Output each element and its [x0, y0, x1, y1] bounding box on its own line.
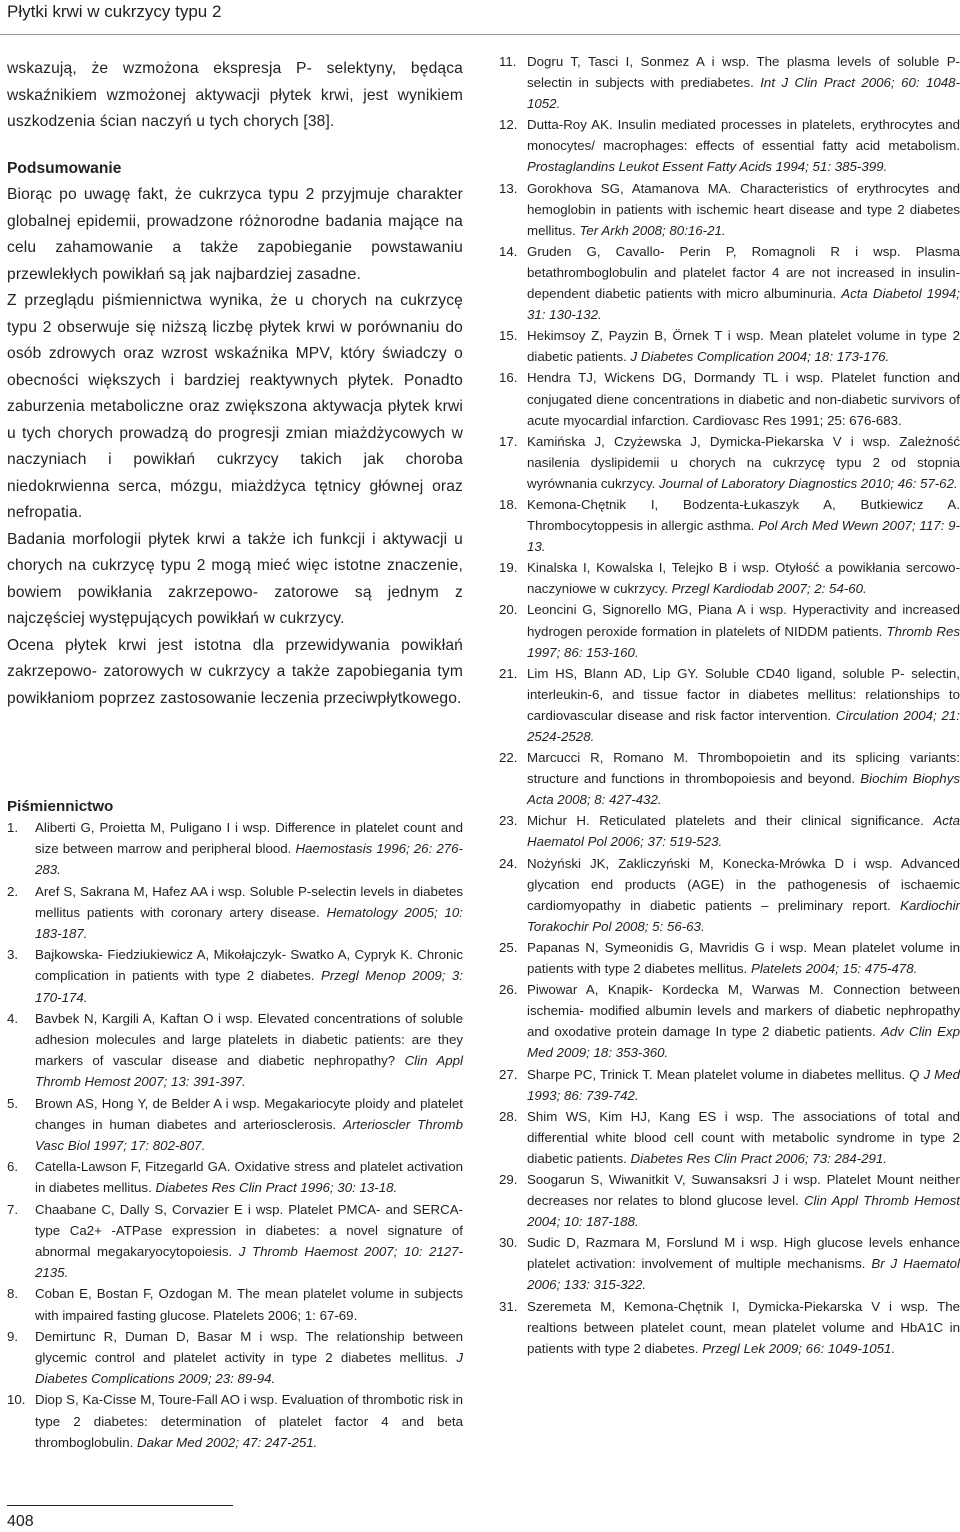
reference-item	[7, 817, 463, 881]
reference-text: Lim HS, Blann AD, Lip GY. Soluble CD40 ligand, soluble P- selectin, interleukin-6, and tissue factor in diabetes mellitus: relationships to cardiovascular disease and risk factor intervention.	[527, 665, 960, 723]
reference-number: 2.	[7, 883, 19, 899]
reference-number: 28.	[499, 1108, 518, 1124]
reference-item	[499, 1296, 960, 1359]
reference-number: 24.	[499, 855, 518, 871]
reference-journal: Br J Haematol 2006; 133: 315-322.	[527, 1256, 960, 1293]
reference-text: Aliberti G, Proietta M, Puligano I i wsp. Difference in platelet count and size between marrow and peripheral blood.	[35, 820, 463, 857]
reference-item	[7, 1326, 463, 1390]
summary-paragraph: Ocena płytek krwi jest istotna dla przewidywania powikłań zakrzepowo- zatorowych w cukrzycy a także zapobiegania tym powikłaniom poprzez zastosowanie leczenia przeciwpłytkowego.	[7, 636, 463, 707]
reference-item	[499, 241, 960, 325]
reference-number: 11.	[499, 54, 517, 69]
reference-journal: Clin Appl Thromb Hemost 2004; 10: 187-188.	[527, 1193, 960, 1230]
reference-text: Coban E, Bostan F, Ozdogan M. The mean platelet volume in subjects with impaired fasting glucose. Platelets 2006; 1: 67-69.	[35, 1286, 463, 1323]
footer-divider	[7, 1505, 233, 1506]
reference-number: 22.	[499, 750, 518, 766]
reference-number: 13.	[499, 180, 518, 196]
reference-number: 1.	[7, 820, 19, 835]
reference-journal: Acta Diabetol 1994; 31: 130-132.	[527, 286, 960, 323]
reference-number: 8.	[7, 1286, 19, 1302]
reference-item	[499, 114, 960, 177]
reference-item	[499, 853, 960, 937]
reference-item	[499, 979, 960, 1063]
header-divider	[0, 34, 960, 35]
reference-journal: Przegl Kardiodab 2007; 2: 54-60.	[671, 581, 867, 597]
reference-text: Kemona-Chętnik I, Bodzenta-Łukaszyk A, Butkiewicz A. Thrombocytoppesis in allergic asthma.	[527, 496, 960, 534]
reference-number: 27.	[499, 1066, 518, 1082]
reference-item	[7, 1199, 463, 1284]
reference-text: Shim WS, Kim HJ, Kang ES i wsp. The associations of total and differential white blood cell count with metabolic syndrome in type 2 diabetic patients.	[527, 1108, 960, 1166]
reference-text: Dogru T, Tasci I, Sonmez A i wsp. The plasma levels of soluble P- selectin in subjects with prediabetes.	[527, 54, 960, 91]
reference-journal: Diabetes Res Clin Pract 1996; 30: 13-18.	[155, 1180, 398, 1196]
reference-journal: Arterioscler Thromb Vasc Biol 1997; 17: 802-807.	[35, 1116, 463, 1154]
reference-number: 17.	[499, 433, 518, 449]
reference-text: Demirtunc R, Duman D, Basar M i wsp. The relationship between glycemic control and platelet activity in type 2 diabetes mellitus.	[35, 1328, 463, 1366]
reference-item	[7, 944, 463, 1008]
reference-number: 10.	[7, 1392, 26, 1408]
reference-item	[499, 1106, 960, 1169]
reference-number: 9.	[7, 1328, 19, 1344]
reference-text: Bavbek N, Kargili A, Kaftan O i wsp. Elevated concentrations of soluble adhesion molecules and large platelets in diabetic patients: are they markers of vascular disease and diabetic nephropathy?	[35, 1010, 463, 1069]
reference-number: 30.	[499, 1235, 518, 1251]
summary-paragraph: Badania morfologii płytek krwi a także ich funkcji i aktywacji u chorych na cukrzycę typu 2 mogą mieć więc istotne znaczenie, bowiem powikłania zakrzepowo- zatorowe są jednym z najczęściej występujących powikłań w cukrzycy.	[7, 530, 463, 627]
reference-text: Diop S, Ka-Cisse M, Toure-Fall AO i wsp. Evaluation of thrombotic risk in type 2 diabetes: determination of platelet factor 4 and beta thromboglobulin.	[35, 1392, 463, 1450]
reference-text: Marcucci R, Romano M. Thrombopoietin and its splicing variants: structure and functions in thrombopoiesis and beyond.	[527, 750, 960, 787]
reference-number: 14.	[499, 243, 518, 259]
running-head: Płytki krwi w cukrzycy typu 2	[7, 2, 222, 21]
reference-journal: Biochim Biophys Acta 2008; 8: 427-432.	[527, 771, 960, 808]
reference-text: Brown AS, Hong Y, de Belder A i wsp. Megakariocyte ploidy and platelet changes in human diabetes and arteriosclerosis.	[35, 1095, 463, 1132]
reference-item	[499, 325, 960, 367]
reference-journal: J Diabetes Complication 2004; 18: 173-176.	[630, 349, 890, 365]
reference-text: Soogarun S, Wiwanitkit V, Suwansaksri J i wsp. Platelet Mount neither decreases nor relates to blond glucose level.	[527, 1171, 960, 1209]
reference-journal: Acta Haematol Pol 2006; 37: 519-523.	[527, 813, 960, 850]
reference-number: 7.	[7, 1201, 19, 1217]
reference-journal: Ter Arkh 2008; 80:16-21.	[579, 222, 726, 238]
reference-text: Nożyński JK, Zakliczyński M, Konecka-Mrówka D i wsp. Advanced glycation end products (AGE) in the pathogenesis of ischaemic cardiomyopathy in diabetic patients – preliminary report.	[527, 855, 960, 913]
reference-text: Catella-Lawson F, Fitzegarld GA. Oxidative stress and platelet activation in diabetes mellitus.	[35, 1159, 463, 1196]
reference-journal: Kardiochir Torakochir Pol 2008; 5: 56-63.	[527, 897, 960, 934]
reference-number: 25.	[499, 939, 518, 955]
reference-text: Bajkowska- Fiedziukiewicz A, Mikołajczyk- Swatko A, Cypryk K. Chronic complication in patients with type 2 diabetes.	[35, 947, 463, 984]
reference-number: 18.	[499, 496, 518, 512]
reference-journal: J Thromb Haemost 2007; 10: 2127-2135.	[35, 1244, 463, 1281]
reference-item	[499, 1064, 960, 1106]
reference-text: Sudic D, Razmara M, Forslund M i wsp. High glucose levels enhance platelet activation: involvement of multiple mechanisms.	[527, 1235, 960, 1272]
reference-text: Michur H. Reticulated platelets and their clinical significance.	[527, 813, 934, 829]
reference-text: Dutta-Roy AK. Insulin mediated processes in platelets, erythrocytes and monocytes/ macrophages: effects of essential fatty acid metabolism.	[527, 117, 960, 154]
reference-journal: Thromb Res 1997; 86: 153-160.	[527, 623, 960, 660]
reference-text: Kinalska I, Kowalska I, Telejko B i wsp. Otyłość a powikłania sercowo-naczyniowe w cukrzycy.	[527, 560, 960, 597]
reference-number: 21.	[499, 665, 518, 681]
reference-number: 5.	[7, 1095, 19, 1111]
reference-text: Chaabane C, Dally S, Corvazier E i wsp. Platelet PMCA- and SERCA-type Ca2+ -ATPase expression in diabetes: a novel signature of abnormal megakaryocytopoiesis.	[35, 1201, 463, 1260]
reference-item	[7, 1156, 463, 1198]
reference-number: 31.	[499, 1298, 518, 1314]
reference-item	[499, 663, 960, 747]
reference-item	[499, 937, 960, 979]
reference-number: 4.	[7, 1010, 19, 1026]
reference-text: Hendra TJ, Wickens DG, Dormandy TL i wsp. Platelet function and conjugated diene concentrations in diabetic and non-diabetic survivors of acute myocardial infarction. Cardiovasc Res 1991; 25: 676-683.	[527, 370, 960, 428]
reference-item	[499, 599, 960, 662]
right-column	[499, 51, 960, 1359]
reference-journal: Prostaglandins Leukot Essent Fatty Acids 1994; 51: 385-399.	[527, 159, 888, 175]
reference-text: Hekimsoy Z, Payzin B, Örnek T i wsp. Mean platelet volume in type 2 diabetic patients.	[527, 328, 960, 365]
reference-number: 3.	[7, 947, 19, 963]
reference-item	[7, 1283, 463, 1325]
summary-paragraph: Z przeglądu piśmiennictwa wynika, że u chorych na cukrzycę typu 2 obserwuje się niższą liczbę płytek krwi w porównaniu do osób zdrowych oraz wzrost wskaźnika MPV, który świadczy o obecności większych i bardziej reaktywnych płytek. Ponadto zaburzenia metaboliczne oraz zwiększona aktywacja płytek krwi u tych chorych prowadzą do progresji zmian miażdżycowych w naczyniach i powikłań cukrzycy takich jak choroba niedokrwienna serca, mózgu, miażdżyca tętnicy głównej oraz nefropatia.	[7, 292, 463, 521]
reference-number: 26.	[499, 982, 518, 998]
page-number: 408	[7, 1513, 34, 1530]
reference-item	[499, 1169, 960, 1232]
reference-text: Leoncini G, Signorello MG, Piana A i wsp. Hyperactivity and increased hydrogen peroxide formation in platelets of NIDDM patients.	[527, 602, 960, 639]
left-column	[7, 56, 463, 1453]
reference-item	[7, 1389, 463, 1453]
reference-journal: Clin Appl Thromb Hemost 2007; 13: 391-397.	[35, 1053, 463, 1090]
reference-item	[499, 431, 960, 494]
reference-text: Papanas N, Symeonidis G, Mavridis G i wsp. Mean platelet volume in patients with type 2 diabetes mellitus.	[527, 939, 960, 977]
reference-number: 19.	[499, 560, 518, 576]
reference-journal: Hematology 2005; 10: 183-187.	[35, 904, 463, 942]
reference-journal: Circulation 2004; 21: 2524-2528.	[527, 707, 960, 744]
reference-item	[499, 51, 960, 114]
reference-journal: Adv Clin Exp Med 2009; 18: 353-360.	[527, 1024, 960, 1061]
reference-text: Aref S, Sakrana M, Hafez AA i wsp. Soluble P-selectin levels in diabetes mellitus patients with coronary artery disease.	[35, 883, 463, 920]
reference-journal: Pol Arch Med Wewn 2007; 117: 9-13.	[527, 518, 960, 555]
reference-journal: J Diabetes Complications 2009; 23: 89-94.	[35, 1350, 463, 1387]
reference-text: Sharpe PC, Trinick T. Mean platelet volume in diabetes mellitus.	[527, 1066, 910, 1082]
reference-text: Szeremeta M, Kemona-Chętnik I, Dymicka-Piekarska V i wsp. The realtions between platelet count, mean platelet volume and HbA1C in patients with type 2 diabetes.	[527, 1298, 960, 1356]
reference-text: Gruden G, Cavallo- Perin P, Romagnoli R i wsp. Plasma betathromboglobulin and platelet factor 4 are not increased in insulin- dependent diabetic patients with micro albuminuria.	[527, 243, 960, 302]
reference-list-right	[499, 51, 960, 1359]
reference-item	[499, 178, 960, 241]
reference-journal: Przegl Lek 2009; 66: 1049-1051.	[702, 1340, 896, 1356]
reference-item	[499, 494, 960, 557]
reference-text: Kamińska J, Czyżewska J, Dymicka-Piekarska V i wsp. Zależność nasilenia dyslipidemii u chorych na cukrzycę typu 2 od stopnia wyrównania cukrzycy.	[527, 433, 960, 491]
intro-paragraph: wskazują, że wzmożona ekspresja P- selektyny, będąca wskaźnikiem wzmożonej aktywacji płytek krwi, jest wynikiem uszkodzenia ścian naczyń u tych chorych [38].	[7, 60, 463, 130]
reference-number: 23.	[499, 813, 518, 829]
reference-number: 16.	[499, 370, 518, 386]
reference-item	[7, 881, 463, 945]
reference-number: 20.	[499, 602, 518, 618]
reference-number: 6.	[7, 1159, 19, 1175]
reference-item	[7, 1008, 463, 1093]
reference-text: Gorokhova SG, Atamanova MA. Characteristics of erythrocytes and hemoglobin in patients with ischemic heart disease and type 2 diabetes mellitus.	[527, 180, 960, 238]
reference-journal: Dakar Med 2002; 47: 247-251.	[137, 1434, 318, 1450]
summary-heading: Podsumowanie	[7, 159, 122, 177]
reference-journal: Q J Med 1993; 86: 739-742.	[527, 1066, 960, 1103]
reference-item	[499, 557, 960, 599]
summary-paragraph: Biorąc po uwagę fakt, że cukrzyca typu 2 przyjmuje charakter globalnej epidemii, prowadzone różnorodne badania mające na celu zahamowanie a także zapobieganie powstawaniu przewlekłych powikłań są jak najbardziej zasadne.	[7, 186, 463, 283]
reference-journal: Diabetes Res Clin Pract 2006; 73: 284-291.	[630, 1150, 887, 1166]
reference-item	[499, 747, 960, 810]
reference-number: 15.	[499, 328, 518, 344]
reference-journal: Platelets 2004; 15: 475-478.	[750, 961, 918, 977]
reference-journal: Journal of Laboratory Diagnostics 2010; 46: 57-62.	[659, 475, 958, 491]
reference-number: 29.	[499, 1171, 518, 1187]
references-heading: Piśmiennictwo	[7, 798, 114, 815]
reference-item	[7, 1093, 463, 1157]
reference-number: 12.	[499, 117, 518, 133]
reference-item	[499, 1232, 960, 1295]
reference-journal: Haemostasis 1996; 26: 276-283.	[35, 841, 463, 878]
reference-list-left	[7, 817, 463, 1453]
reference-item	[499, 810, 960, 852]
reference-journal: Przegl Menop 2009; 3: 170-174.	[35, 968, 464, 1005]
reference-text: Piwowar A, Knapik- Kordecka M, Warwas M. Connection between ischemia- modified albumin levels and markers of diabetic nephropathy and oxodative protein damage In type 2 diabetic patients.	[527, 982, 960, 1040]
reference-journal: Int J Clin Pract 2006; 60: 1048- 1052.	[527, 75, 960, 112]
reference-item	[499, 367, 960, 430]
